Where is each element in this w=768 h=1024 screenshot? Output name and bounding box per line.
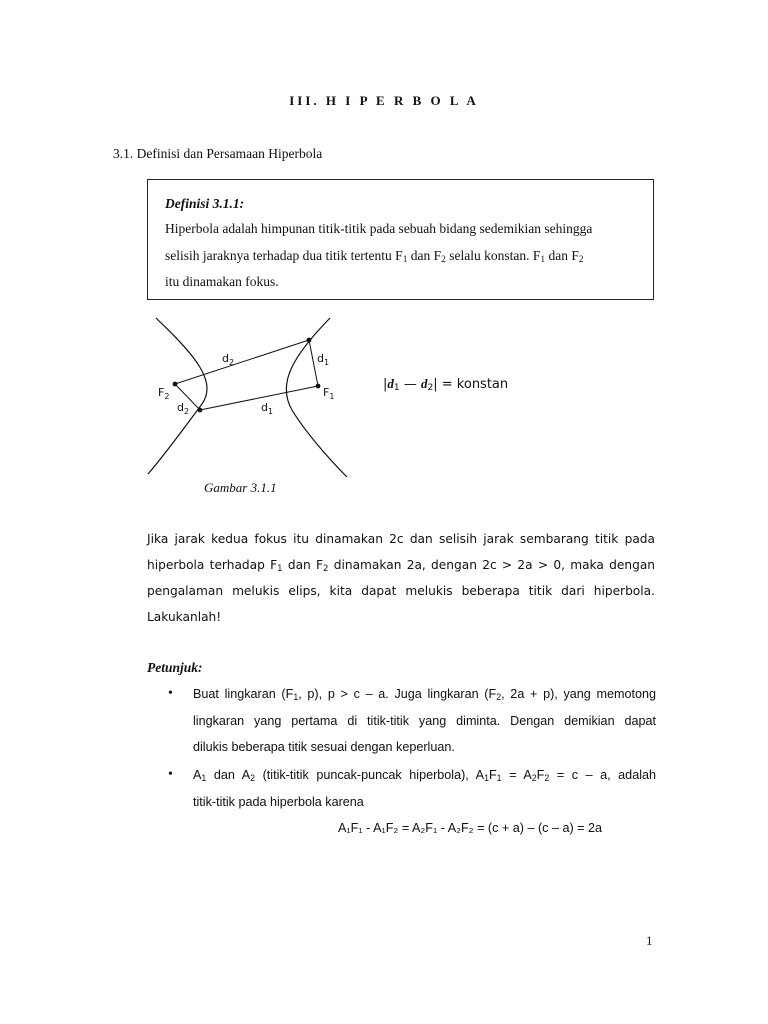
hint-title: Petunjuk: <box>147 660 203 675</box>
bullet-1: • <box>168 686 173 701</box>
chapter-title: III. H I P E R B O L A <box>289 93 479 108</box>
definition-line-2: selisih jaraknya terhadap dua titik tertentu $F_1$ dan $F_2$ selalu konstan. $F_1$ dan $F_2$ <box>165 248 584 265</box>
label-d1-upper: $d_1$ <box>317 352 330 367</box>
bullet-2-line-1: $A_1$ dan $A_2$ (titik-titik puncak-puncak hiperbola), $A_1F_1 = A_2F_2 = c - a$, adalah <box>193 768 657 783</box>
hyperbola-right-branch <box>286 318 347 477</box>
label-f1: $F_1$ <box>323 386 335 401</box>
paragraph-line-1: Jika jarak kedua fokus itu dinamakan 2c dan selisih jarak sembarang titik pada <box>147 532 655 546</box>
page-number: 1 <box>646 933 653 948</box>
focus-f1-point <box>316 384 321 389</box>
paragraph-line-3: pengalaman melukis elips, kita dapat melukis beberapa titik dari hiperbola. <box>147 584 655 598</box>
definition-title: Definisi 3.1.1: <box>165 196 245 211</box>
definition-line-3: itu dinamakan fokus. <box>165 274 279 289</box>
label-d2-upper: $d_2$ <box>222 352 235 367</box>
bullet-1-line-2: lingkaran yang pertama di titik-titik yang diminta. Dengan demikian dapat <box>193 714 656 728</box>
lower-point <box>198 408 203 413</box>
bullet-2-line-2: titik-titik pada hiperbola karena <box>193 795 364 809</box>
definition-box <box>147 179 654 300</box>
paragraph-line-2: hiperbola terhadap $F_1$ dan $F_2$ dinamakan 2a, dengan 2c > 2a > 0, maka dengan <box>147 558 656 574</box>
label-d1-lower: $d_1$ <box>261 401 274 416</box>
equation: A₁F₁ - A₁F₂ = A₂F₁ - A₂F₂ = (c + a) – (c – a) = 2a <box>338 821 603 835</box>
bullet-2: • <box>168 767 173 782</box>
constant-formula: $|d_1$ — $d_2|$ = konstan <box>383 376 509 393</box>
figure-caption: Gambar 3.1.1 <box>204 480 277 495</box>
bullet-1-line-3: dilukis beberapa titik sesuai dengan keperluan. <box>193 740 455 754</box>
bullet-1-line-1: Buat lingkaran ($F_1$, p), p > c – a. Juga lingkaran ($F_2$, 2a + p), yang memotong <box>193 687 656 702</box>
segment-f2-p-upper <box>175 340 309 384</box>
paragraph-line-4: Lakukanlah! <box>147 610 222 624</box>
hyperbola-figure <box>142 312 382 477</box>
section-heading: 3.1. Definisi dan Persamaan Hiperbola <box>113 146 323 161</box>
segment-p-f1-lower <box>200 386 318 410</box>
focus-f2-point <box>173 382 178 387</box>
body-paragraph <box>147 526 655 630</box>
hyperbola-left-branch <box>148 318 207 474</box>
label-d2-lower: $d_2$ <box>177 401 190 416</box>
upper-point <box>307 338 312 343</box>
definition-line-1: Hiperbola adalah himpunan titik-titik pada sebuah bidang sedemikian sehingga <box>165 221 593 236</box>
label-f2: $F_2$ <box>158 386 170 401</box>
